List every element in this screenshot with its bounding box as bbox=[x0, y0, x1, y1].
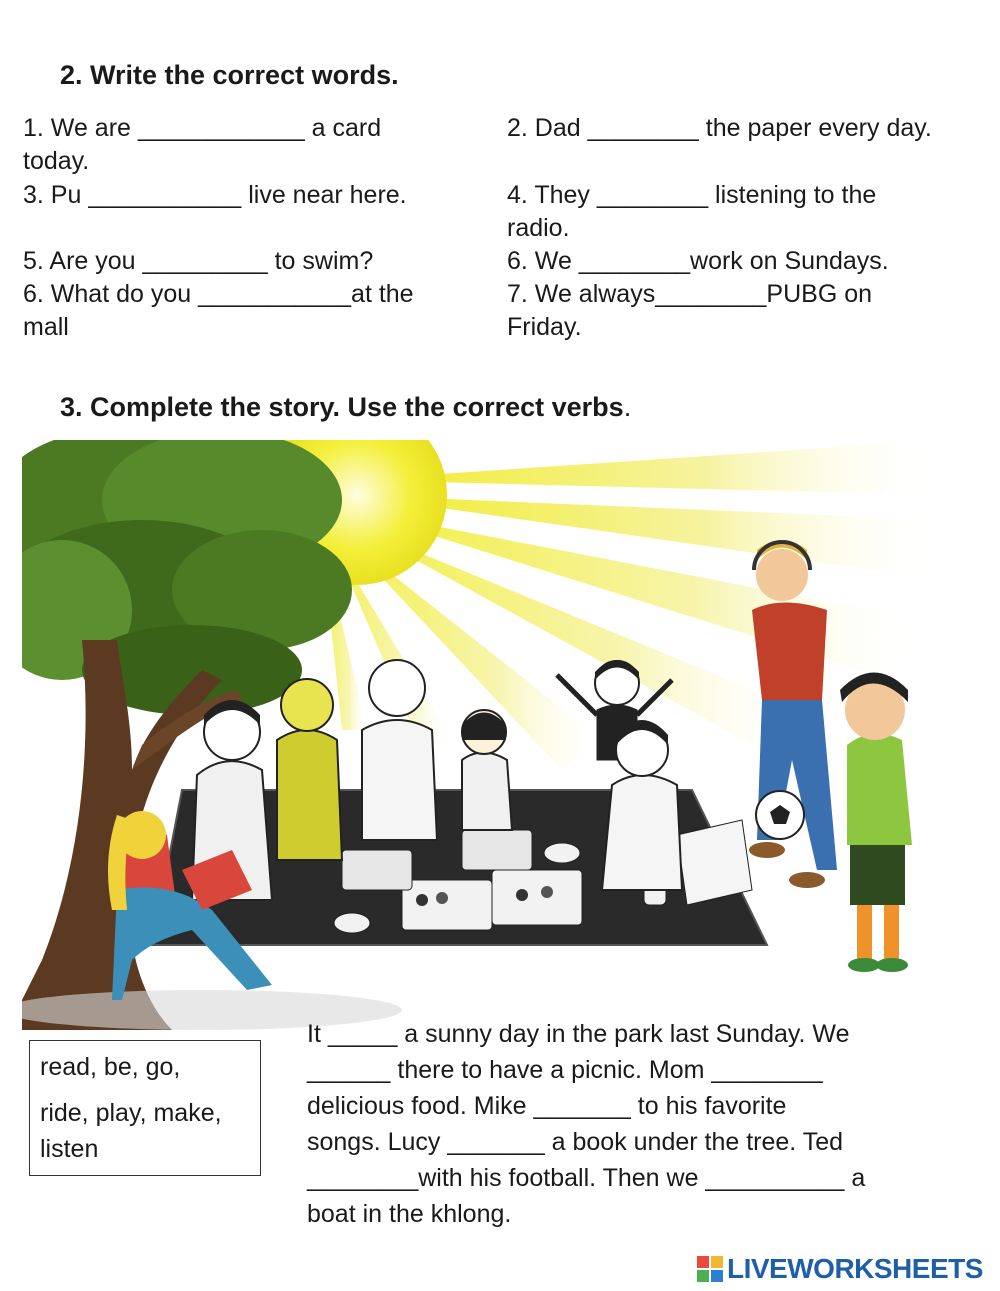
question-2 bbox=[507, 112, 987, 145]
picnic-illustration bbox=[22, 440, 942, 1030]
question-5 bbox=[23, 245, 483, 278]
question-4 bbox=[507, 179, 987, 245]
brand-text: LIVEWORKSHEETS bbox=[727, 1253, 983, 1284]
question-1-line-2: today. bbox=[23, 147, 90, 175]
section-2-title: 2. Write the correct words. bbox=[60, 60, 399, 90]
question-4-line-2: radio. bbox=[507, 214, 570, 242]
story-line-1: It _____ a sunny day in the park last Sunday. We bbox=[307, 1020, 850, 1048]
verb-line-3: listen bbox=[40, 1135, 99, 1163]
question-4-line-1: 4. They ________ listening to the bbox=[507, 181, 877, 209]
question-1 bbox=[23, 112, 483, 178]
question-3 bbox=[23, 179, 483, 212]
question-5-line-1: 5. Are you _________ to swim? bbox=[23, 247, 374, 275]
question-7-line-1: 7. We always________PUBG on bbox=[507, 280, 873, 308]
question-6b bbox=[507, 245, 987, 278]
story-line-2: ______ there to have a picnic. Mom ________ bbox=[307, 1056, 823, 1084]
question-1-line-1: 1. We are ____________ a card bbox=[23, 114, 382, 142]
question-7 bbox=[507, 278, 987, 344]
story-text bbox=[307, 1016, 947, 1232]
question-7-line-2: Friday. bbox=[507, 313, 582, 341]
question-6a-line-1: 6. What do you ___________at the bbox=[23, 280, 414, 308]
question-6a-line-2: mall bbox=[23, 313, 69, 341]
liveworksheets-logo-icon bbox=[697, 1256, 723, 1282]
question-6a bbox=[23, 278, 483, 344]
story-line-5: ________with his football. Then we __________ a bbox=[307, 1164, 866, 1192]
liveworksheets-brand[interactable] bbox=[697, 1254, 983, 1284]
section-3-title-dot: . bbox=[623, 392, 632, 422]
story-line-3: delicious food. Mike _______ to his favorite bbox=[307, 1092, 787, 1120]
verb-line-2: ride, play, make, bbox=[40, 1099, 222, 1127]
verb-line-1: read, be, go, bbox=[40, 1053, 181, 1081]
section-3-title bbox=[60, 392, 631, 423]
story-line-6: boat in the khlong. bbox=[307, 1200, 512, 1228]
story-line-4: songs. Lucy _______ a book under the tree. Ted bbox=[307, 1128, 844, 1156]
question-2-line-1: 2. Dad ________ the paper every day. bbox=[507, 114, 932, 142]
section-3-title-text: 3. Complete the story. Use the correct verbs bbox=[60, 392, 624, 422]
verb-box bbox=[29, 1040, 261, 1176]
question-6b-line-1: 6. We ________work on Sundays. bbox=[507, 247, 889, 275]
question-3-line-1: 3. Pu ___________ live near here. bbox=[23, 181, 407, 209]
